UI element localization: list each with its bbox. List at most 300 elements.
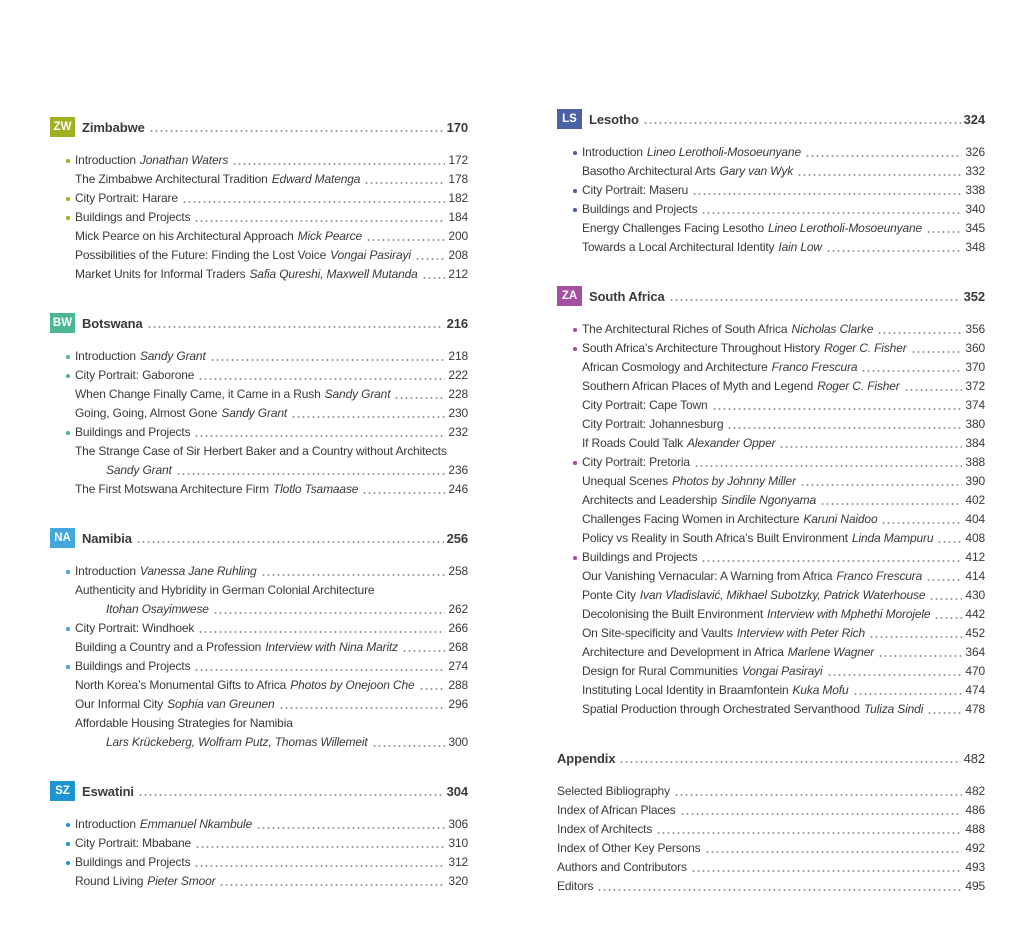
section-heading bbox=[50, 781, 468, 801]
entry-title: Energy Challenges Facing Lesotho bbox=[582, 221, 764, 235]
entry-author: Gary van Wyk bbox=[719, 164, 794, 178]
page-number: 274 bbox=[448, 659, 468, 673]
toc-entry bbox=[557, 320, 985, 339]
entry-title: Instituting Local Identity in Braamfontein bbox=[582, 683, 789, 697]
page-number: 182 bbox=[448, 191, 468, 205]
page-number: 412 bbox=[965, 550, 985, 564]
entry-author: Photos by Johnny Miller bbox=[671, 474, 796, 488]
country-code-badge: NA bbox=[50, 528, 75, 548]
bullet-icon bbox=[66, 823, 70, 827]
entry-title: City Portrait: Johannesburg bbox=[582, 417, 724, 431]
dot-leader bbox=[779, 444, 962, 450]
dot-leader bbox=[619, 759, 960, 765]
toc-entry bbox=[50, 385, 468, 404]
country-name: Zimbabwe bbox=[82, 119, 145, 135]
entry-title: Buildings and Projects bbox=[75, 855, 191, 869]
dot-leader bbox=[232, 161, 445, 167]
toc-entry bbox=[50, 366, 468, 385]
dot-leader bbox=[419, 686, 446, 692]
entry-author: Vongai Pasirayi bbox=[330, 248, 411, 262]
page-number: 390 bbox=[965, 474, 985, 488]
entry-title: Buildings and Projects bbox=[75, 659, 191, 673]
entry-author: Lineo Lerotholi-Mosoeunyane bbox=[768, 221, 923, 235]
toc-entry bbox=[557, 491, 985, 510]
page-number: 324 bbox=[963, 111, 985, 127]
toc-entry bbox=[50, 834, 468, 853]
toc-entry bbox=[557, 339, 985, 358]
toc-entry bbox=[50, 815, 468, 834]
toc-entry bbox=[50, 189, 468, 208]
entry-author: Vongai Pasirayi bbox=[741, 664, 823, 678]
page-number: 228 bbox=[448, 387, 468, 401]
entry-author: Marlene Wagner bbox=[787, 645, 875, 659]
toc-entry bbox=[557, 238, 985, 257]
toc-entry bbox=[557, 548, 985, 567]
page-number: 474 bbox=[965, 683, 985, 697]
dot-leader bbox=[194, 218, 445, 224]
toc-section-eswatini bbox=[50, 781, 468, 891]
page-number: 258 bbox=[448, 564, 468, 578]
dot-leader bbox=[853, 691, 963, 697]
toc-entry bbox=[557, 858, 985, 877]
page-number: 495 bbox=[965, 879, 985, 893]
entry-title: Index of Architects bbox=[557, 822, 653, 836]
appendix-title: Appendix bbox=[557, 750, 616, 766]
entry-title: Our Informal City bbox=[75, 697, 164, 711]
entry-title: Challenges Facing Women in Architecture bbox=[582, 512, 800, 526]
dot-leader bbox=[176, 471, 446, 477]
dot-leader bbox=[366, 237, 445, 243]
entry-author: Vanessa Jane Ruhling bbox=[139, 564, 257, 578]
toc-right-column bbox=[557, 109, 985, 925]
entry-author: Safia Qureshi, Maxwell Mutanda bbox=[249, 267, 418, 281]
toc-entry bbox=[557, 662, 985, 681]
entry-title: Decolonising the Built Environment bbox=[582, 607, 763, 621]
page-number: 404 bbox=[965, 512, 985, 526]
entry-title: Spatial Production through Orchestrated Servanthood bbox=[582, 702, 860, 716]
entry-title: Our Vanishing Vernacular: A Warning from Africa bbox=[582, 569, 833, 583]
page-number: 356 bbox=[965, 322, 985, 336]
dot-leader bbox=[881, 520, 962, 526]
toc-section-south-africa bbox=[557, 286, 985, 719]
page-number: 300 bbox=[448, 735, 468, 749]
dot-leader bbox=[256, 825, 445, 831]
entry-title: Introduction bbox=[75, 153, 136, 167]
dot-leader bbox=[402, 648, 445, 654]
bullet-icon bbox=[66, 665, 70, 669]
page-number: 266 bbox=[448, 621, 468, 635]
appendix-heading bbox=[557, 748, 985, 768]
page-number: 246 bbox=[448, 482, 468, 496]
page-number: 338 bbox=[965, 183, 985, 197]
toc-entry bbox=[557, 643, 985, 662]
page-number: 170 bbox=[446, 119, 468, 135]
dot-leader bbox=[194, 433, 445, 439]
entry-title: Towards a Local Architectural Identity bbox=[582, 240, 775, 254]
entry-author: Sandy Grant bbox=[221, 406, 288, 420]
entry-title: Index of Other Key Persons bbox=[557, 841, 701, 855]
bullet-icon bbox=[573, 347, 577, 351]
entry-title: City Portrait: Cape Town bbox=[582, 398, 708, 412]
bullet-icon bbox=[573, 556, 577, 560]
dot-leader bbox=[213, 610, 446, 616]
dot-leader bbox=[705, 849, 963, 855]
toc-section-appendix bbox=[557, 748, 985, 896]
entry-author: Pieter Smoor bbox=[147, 874, 216, 888]
entry-author: Lineo Lerotholi-Mosoeunyane bbox=[646, 145, 801, 159]
entry-author: Franco Frescura bbox=[771, 360, 858, 374]
toc-entry bbox=[50, 170, 468, 189]
toc-entry bbox=[557, 681, 985, 700]
toc-entry bbox=[557, 377, 985, 396]
toc-entry bbox=[557, 839, 985, 858]
entry-title: City Portrait: Gaborone bbox=[75, 368, 195, 382]
dot-leader bbox=[669, 297, 961, 303]
toc-entry bbox=[50, 227, 468, 246]
toc-entry bbox=[557, 219, 985, 238]
bullet-icon bbox=[66, 159, 70, 163]
page-number: 430 bbox=[965, 588, 985, 602]
dot-leader bbox=[926, 229, 962, 235]
dot-leader bbox=[597, 887, 962, 893]
bullet-icon bbox=[66, 842, 70, 846]
bullet-icon bbox=[66, 374, 70, 378]
entry-author: Interview with Nina Maritz bbox=[265, 640, 399, 654]
page-number: 216 bbox=[446, 315, 468, 331]
entry-author: Sandy Grant bbox=[139, 349, 206, 363]
entry-title: Ponte City bbox=[582, 588, 636, 602]
toc-entry bbox=[50, 265, 468, 284]
entry-title: Architects and Leadership bbox=[582, 493, 718, 507]
page-number: 230 bbox=[448, 406, 468, 420]
entry-author: Photos by Onejoon Che bbox=[290, 678, 415, 692]
country-code-badge: SZ bbox=[50, 781, 75, 801]
page-number: 304 bbox=[446, 783, 468, 799]
toc-entry bbox=[557, 586, 985, 605]
page-number: 288 bbox=[448, 678, 468, 692]
toc-entry bbox=[50, 619, 468, 638]
toc-entry bbox=[557, 415, 985, 434]
toc-entry bbox=[50, 657, 468, 676]
toc-entry bbox=[50, 562, 468, 581]
bullet-icon bbox=[573, 189, 577, 193]
entry-title: Basotho Architectural Arts bbox=[582, 164, 716, 178]
toc-entry bbox=[50, 404, 468, 423]
country-code-badge: BW bbox=[50, 313, 75, 333]
entry-title: Unequal Scenes bbox=[582, 474, 668, 488]
bullet-icon bbox=[573, 151, 577, 155]
page-number: 222 bbox=[448, 368, 468, 382]
section-heading bbox=[557, 109, 985, 129]
dot-leader bbox=[198, 376, 445, 382]
page-number: 493 bbox=[965, 860, 985, 874]
entry-author: Sandy Grant bbox=[106, 463, 172, 477]
toc-entry bbox=[557, 801, 985, 820]
dot-leader bbox=[797, 172, 962, 178]
dot-leader bbox=[149, 128, 444, 134]
dot-leader bbox=[210, 357, 446, 363]
entry-title: Possibilities of the Future: Finding the Lost Voice bbox=[75, 248, 327, 262]
entry-title: On Site-specificity and Vaults bbox=[582, 626, 733, 640]
page-number: 388 bbox=[965, 455, 985, 469]
entry-author: Sindile Ngonyama bbox=[721, 493, 817, 507]
bullet-icon bbox=[66, 431, 70, 435]
entry-author: Franco Frescura bbox=[836, 569, 923, 583]
toc-entry bbox=[557, 529, 985, 548]
bullet-icon bbox=[66, 570, 70, 574]
page-number: 470 bbox=[965, 664, 985, 678]
entry-title: Editors bbox=[557, 879, 594, 893]
toc-section-namibia bbox=[50, 528, 468, 752]
dot-leader bbox=[643, 120, 961, 126]
dot-leader bbox=[712, 406, 963, 412]
page-number: 200 bbox=[448, 229, 468, 243]
entry-author: Sandy Grant bbox=[324, 387, 391, 401]
toc-section-lesotho bbox=[557, 109, 985, 257]
entry-author: Itohan Osayimwese bbox=[106, 602, 209, 616]
entry-title: Mick Pearce on his Architectural Approach bbox=[75, 229, 294, 243]
entry-author: Tuliza Sindi bbox=[863, 702, 924, 716]
dot-leader bbox=[136, 539, 444, 545]
dot-leader bbox=[261, 572, 446, 578]
section-heading bbox=[557, 286, 985, 306]
page-number: 414 bbox=[965, 569, 985, 583]
entry-title: Buildings and Projects bbox=[582, 550, 698, 564]
dot-leader bbox=[198, 629, 445, 635]
entry-author: Ivan Vladislavić, Mikhael Subotzky, Patrick Waterhouse bbox=[639, 588, 926, 602]
toc-entry bbox=[50, 853, 468, 872]
toc-entry bbox=[557, 396, 985, 415]
entry-author: Alexander Opper bbox=[686, 436, 776, 450]
dot-leader bbox=[827, 672, 963, 678]
page-number: 384 bbox=[965, 436, 985, 450]
bullet-icon bbox=[66, 861, 70, 865]
page-number: 208 bbox=[448, 248, 468, 262]
toc-entry bbox=[50, 347, 468, 366]
toc-entry bbox=[557, 200, 985, 219]
toc-section-zimbabwe bbox=[50, 117, 468, 284]
toc-entry bbox=[50, 676, 468, 695]
page-number: 268 bbox=[448, 640, 468, 654]
dot-leader bbox=[934, 615, 962, 621]
entry-title: Building a Country and a Profession bbox=[75, 640, 262, 654]
dot-leader bbox=[701, 210, 962, 216]
country-code-badge: LS bbox=[557, 109, 582, 129]
page-number: 345 bbox=[965, 221, 985, 235]
dot-leader bbox=[362, 490, 445, 496]
toc-section-botswana bbox=[50, 313, 468, 499]
dot-leader bbox=[694, 463, 963, 469]
country-code-badge: ZA bbox=[557, 286, 582, 306]
page-number: 256 bbox=[446, 530, 468, 546]
dot-leader bbox=[826, 248, 963, 254]
entry-author: Edward Matenga bbox=[271, 172, 361, 186]
page-number: 360 bbox=[965, 341, 985, 355]
bullet-icon bbox=[573, 328, 577, 332]
toc-entry bbox=[50, 733, 468, 752]
entry-title: Buildings and Projects bbox=[75, 210, 191, 224]
page-number: 332 bbox=[965, 164, 985, 178]
dot-leader bbox=[194, 667, 445, 673]
page-number: 236 bbox=[448, 463, 468, 477]
entry-title: Affordable Housing Strategies for Namibia bbox=[75, 716, 293, 730]
toc-entry bbox=[50, 872, 468, 891]
dot-leader bbox=[194, 863, 445, 869]
entry-title: Round Living bbox=[75, 874, 144, 888]
entry-author: Roger C. Fisher bbox=[824, 341, 907, 355]
page-number: 372 bbox=[965, 379, 985, 393]
entry-author: Tlotlo Tsamaase bbox=[272, 482, 359, 496]
page-number: 296 bbox=[448, 697, 468, 711]
page-number: 312 bbox=[448, 855, 468, 869]
country-name: Eswatini bbox=[82, 783, 134, 799]
dot-leader bbox=[878, 653, 962, 659]
toc-entry bbox=[50, 246, 468, 265]
dot-leader bbox=[680, 811, 963, 817]
bullet-icon bbox=[66, 355, 70, 359]
entry-author: Lars Krückeberg, Wolfram Putz, Thomas Willemeit bbox=[106, 735, 368, 749]
dot-leader bbox=[364, 180, 445, 186]
entry-author: Karuni Naidoo bbox=[803, 512, 878, 526]
entry-title: Authors and Contributors bbox=[557, 860, 687, 874]
dot-leader bbox=[182, 199, 446, 205]
dot-leader bbox=[869, 634, 962, 640]
page-number: 320 bbox=[448, 874, 468, 888]
toc-entry bbox=[50, 600, 468, 619]
entry-title: Market Units for Informal Traders bbox=[75, 267, 246, 281]
page-number: 178 bbox=[448, 172, 468, 186]
page-number: 364 bbox=[965, 645, 985, 659]
page-number: 486 bbox=[965, 803, 985, 817]
dot-leader bbox=[415, 256, 446, 262]
entry-title: The Architectural Riches of South Africa bbox=[582, 322, 788, 336]
entry-title: Introduction bbox=[75, 564, 136, 578]
toc-entry bbox=[50, 480, 468, 499]
dot-leader bbox=[820, 501, 962, 507]
dot-leader bbox=[674, 792, 962, 798]
page-number: 370 bbox=[965, 360, 985, 374]
dot-leader bbox=[911, 349, 963, 355]
dot-leader bbox=[394, 395, 445, 401]
entry-title: The First Motswana Architecture Firm bbox=[75, 482, 269, 496]
entry-title: If Roads Could Talk bbox=[582, 436, 683, 450]
toc-entry bbox=[50, 695, 468, 714]
section-heading bbox=[50, 528, 468, 548]
page-number: 262 bbox=[448, 602, 468, 616]
dot-leader bbox=[291, 414, 445, 420]
page-number: 402 bbox=[965, 493, 985, 507]
entry-author: Emmanuel Nkambule bbox=[139, 817, 253, 831]
bullet-icon bbox=[573, 461, 577, 465]
entry-title: City Portrait: Pretoria bbox=[582, 455, 690, 469]
dot-leader bbox=[927, 710, 962, 716]
entry-author: Linda Mampuru bbox=[851, 531, 934, 545]
toc-entry bbox=[50, 151, 468, 170]
entry-title: Buildings and Projects bbox=[75, 425, 191, 439]
page-number: 408 bbox=[965, 531, 985, 545]
bullet-icon bbox=[573, 208, 577, 212]
entry-title: City Portrait: Maseru bbox=[582, 183, 689, 197]
entry-title: Buildings and Projects bbox=[582, 202, 698, 216]
toc-entry bbox=[50, 714, 468, 733]
toc-entry bbox=[557, 162, 985, 181]
dot-leader bbox=[692, 191, 962, 197]
page-number: 218 bbox=[448, 349, 468, 363]
toc-entry bbox=[50, 581, 468, 600]
toc-entry bbox=[50, 461, 468, 480]
toc-entry bbox=[557, 143, 985, 162]
page-number: 352 bbox=[963, 288, 985, 304]
entry-title: Policy vs Reality in South Africa’s Built Environment bbox=[582, 531, 848, 545]
entry-title: Selected Bibliography bbox=[557, 784, 670, 798]
entry-author: Kuka Mofu bbox=[792, 683, 849, 697]
dot-leader bbox=[861, 368, 962, 374]
page-number: 488 bbox=[965, 822, 985, 836]
page-number: 232 bbox=[448, 425, 468, 439]
toc-entry bbox=[557, 820, 985, 839]
entry-title: Design for Rural Communities bbox=[582, 664, 738, 678]
dot-leader bbox=[195, 844, 445, 850]
entry-title: Architecture and Development in Africa bbox=[582, 645, 784, 659]
dot-leader bbox=[656, 830, 962, 836]
dot-leader bbox=[701, 558, 962, 564]
dot-leader bbox=[372, 743, 446, 749]
entry-title: North Korea’s Monumental Gifts to Africa bbox=[75, 678, 287, 692]
toc-entry bbox=[50, 208, 468, 227]
entry-title: When Change Finally Came, it Came in a Rush bbox=[75, 387, 321, 401]
bullet-icon bbox=[66, 216, 70, 220]
country-name: Botswana bbox=[82, 315, 143, 331]
entry-title: City Portrait: Harare bbox=[75, 191, 178, 205]
bullet-icon bbox=[66, 197, 70, 201]
entry-author: Nicholas Clarke bbox=[791, 322, 874, 336]
dot-leader bbox=[800, 482, 963, 488]
page-number: 492 bbox=[965, 841, 985, 855]
toc-entry bbox=[557, 782, 985, 801]
entry-author: Interview with Mphethi Morojele bbox=[767, 607, 931, 621]
entry-author: Mick Pearce bbox=[297, 229, 363, 243]
country-name: Lesotho bbox=[589, 111, 639, 127]
toc-entry bbox=[557, 358, 985, 377]
toc-entry bbox=[50, 442, 468, 461]
toc-entry bbox=[557, 605, 985, 624]
entry-title: Introduction bbox=[75, 349, 136, 363]
dot-leader bbox=[727, 425, 962, 431]
page-number: 380 bbox=[965, 417, 985, 431]
toc-entry bbox=[557, 567, 985, 586]
page-number: 184 bbox=[448, 210, 468, 224]
section-heading bbox=[50, 313, 468, 333]
bullet-icon bbox=[66, 627, 70, 631]
entry-title: Going, Going, Almost Gone bbox=[75, 406, 218, 420]
dot-leader bbox=[877, 330, 962, 336]
dot-leader bbox=[937, 539, 962, 545]
toc-entry bbox=[50, 423, 468, 442]
page-number: 482 bbox=[963, 750, 985, 766]
entry-title: South Africa’s Architecture Throughout History bbox=[582, 341, 821, 355]
entry-title: African Cosmology and Architecture bbox=[582, 360, 768, 374]
entry-title: The Strange Case of Sir Herbert Baker and a Country without Architects bbox=[75, 444, 447, 458]
entry-author: Interview with Peter Rich bbox=[736, 626, 865, 640]
page-number: 306 bbox=[448, 817, 468, 831]
dot-leader bbox=[904, 387, 963, 393]
country-code-badge: ZW bbox=[50, 117, 75, 137]
page-number: 452 bbox=[965, 626, 985, 640]
entry-title: City Portrait: Windhoek bbox=[75, 621, 195, 635]
page-number: 442 bbox=[965, 607, 985, 621]
dot-leader bbox=[805, 153, 962, 159]
entry-title: Southern African Places of Myth and Legend bbox=[582, 379, 814, 393]
